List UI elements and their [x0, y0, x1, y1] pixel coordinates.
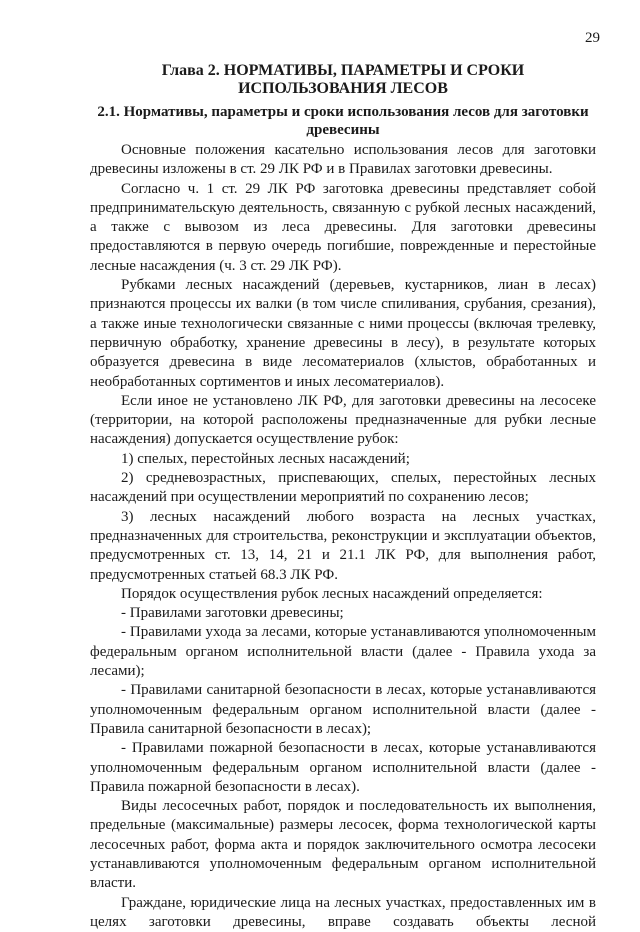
section-title: 2.1. Нормативы, параметры и сроки использования лесов для заготовки древесины [97, 104, 589, 138]
paragraph: Согласно ч. 1 ст. 29 ЛК РФ заготовка древесины представляет собой предпринимательскую деятельность, связанную с рубкой лесных насаждений, а также с вывозом из леса древесины. Для заготовки древесины предоставляются в первую очередь погибшие, поврежденные и перестойные лесные насаждения (ч. 3 ст. 29 ЛК РФ). [90, 180, 596, 274]
list-item: - Правилами заготовки древесины; [121, 605, 344, 622]
page-number: 29 [585, 30, 600, 46]
paragraph: Граждане, юридические лица на лесных участках, предоставленных им в целях заготовки древесины, вправе создавать объекты лесной [90, 894, 596, 930]
paragraph: Основные положения касательно использования лесов для заготовки древесины изложены в ст. 29 ЛК РФ и в Правилах заготовки древесины. [90, 142, 596, 178]
list-item: 2) средневозрастных, приспевающих, спелых, перестойных лесных насаждений при осуществлении мероприятий по сохранению лесов; [90, 470, 596, 506]
list-item: - Правилами ухода за лесами, которые устанавливаются уполномоченным федеральным органом исполнительной власти (далее - Правила ухода за лесами); [90, 624, 596, 680]
list-item: 3) лесных насаждений любого возраста на лесных участках, предназначенных для строительства, реконструкции и эксплуатации объектов, предусмотренных ст. 13, 14, 21 и 21.1 ЛК РФ, для выполнения работ, предусмотренных статьей 68.3 ЛК РФ. [90, 508, 596, 583]
chapter-title: Глава 2. НОРМАТИВЫ, ПАРАМЕТРЫ И СРОКИ ИСПОЛЬЗОВАНИЯ ЛЕСОВ [161, 62, 525, 97]
paragraph: Если иное не установлено ЛК РФ, для заготовки древесины на лесосеке (территории, на которой расположены предназначенные для рубки лесные насаждения) допускается осуществление рубок: [90, 392, 596, 448]
page-content [90, 62, 596, 932]
paragraph: Порядок осуществления рубок лесных насаждений определяется: [121, 585, 543, 602]
list-item: - Правилами пожарной безопасности в лесах, которые устанавливаются уполномоченным федеральным органом исполнительной власти (далее - Правила пожарной безопасности в лесах). [90, 740, 596, 795]
paragraph: Рубками лесных насаждений (деревьев, кустарников, лиан в лесах) признаются процессы их валки (в том числе спиливания, срубания, срезания), а также иные технологически связанные с ними процессы (включая трелевку, первичную обработку, хранение древесины в лесу), в результате которых образуется древесина в виде лесоматериалов (хлыстов, обработанных и необработанных сортиментов и иных лесоматериалов). [90, 277, 596, 390]
list-item: - Правилами санитарной безопасности в лесах, которые устанавливаются уполномоченным федеральным органом исполнительной власти (далее - Правила санитарной безопасности в лесах); [90, 682, 596, 737]
list-item: 1) спелых, перестойных лесных насаждений; [121, 450, 410, 467]
paragraph: Виды лесосечных работ, порядок и последовательность их выполнения, предельные (максимальные) размеры лесосек, форма технологической карты лесосечных работ, форма акта и порядок заключительного осмотра лесосеки устанавливаются уполномоченным федеральным органом исполнительной власти. [90, 798, 596, 892]
